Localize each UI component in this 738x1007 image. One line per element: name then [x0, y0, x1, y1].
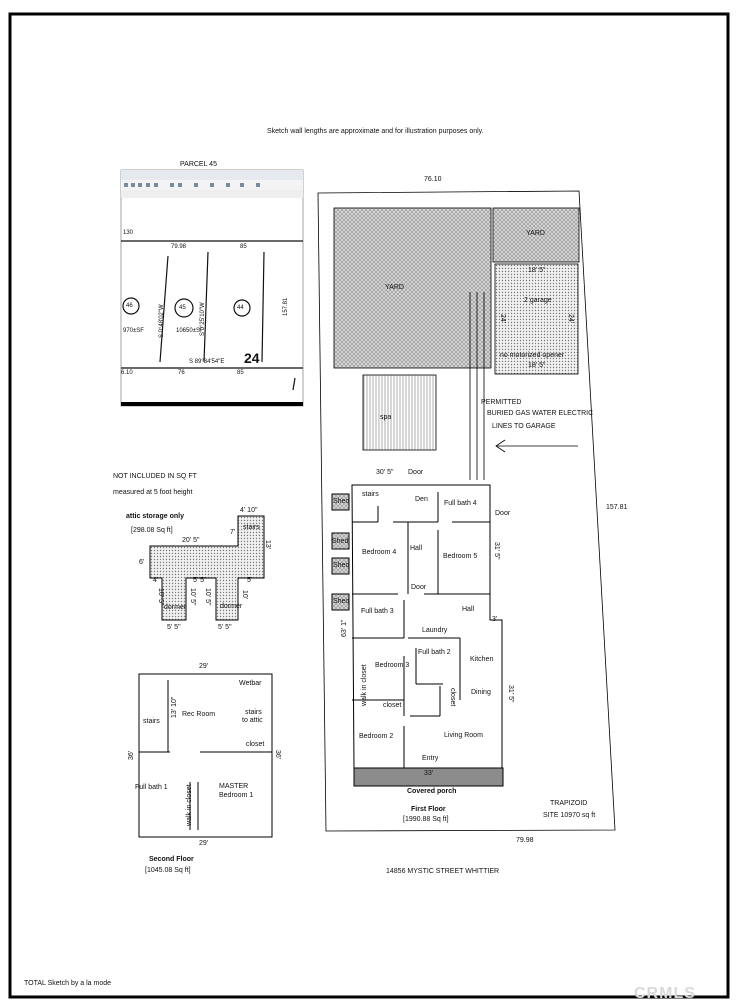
ff-closet-1: closet [383, 702, 402, 709]
site-top-dim: 76.10 [424, 176, 442, 183]
attic-dim-6: 6' [139, 559, 145, 566]
map-area-46: 970±SF [123, 328, 144, 334]
ff-walk-in-closet: walk in closet [361, 664, 368, 706]
sf-rec-room: Rec Room [182, 711, 216, 718]
buried-lines-label: BURIED GAS WATER ELECTRIC [487, 410, 594, 417]
ff-living-room: Living Room [444, 732, 483, 739]
ff-hall-2: Hall [462, 606, 475, 613]
attic-dim-5: 5' [247, 577, 253, 584]
map-area-45: 10650±SF [176, 328, 204, 334]
spa-area [363, 375, 436, 450]
shed-2-label: Shed [332, 538, 349, 545]
ff-top-dim: 30' 5" [376, 469, 394, 476]
map-lot-44: 44 [237, 305, 244, 311]
spa-label: spa [380, 414, 392, 421]
shed-1-label: Shed [333, 498, 350, 505]
attic-dim-410: 4' 10" [240, 507, 258, 514]
lines-to-garage-label: LINES TO GARAGE [492, 423, 556, 430]
attic-dim-55-a: 5' 5" [193, 577, 207, 584]
attic-dim-55-c: 5' 5" [218, 624, 232, 631]
ff-title: First Floor [411, 806, 446, 813]
garage-note: no motorized opener [500, 352, 565, 359]
main-yard-label: YARD [385, 284, 404, 291]
main-yard-area [334, 208, 491, 368]
ff-den: Den [415, 496, 428, 503]
arrow-to-garage [496, 440, 578, 452]
ff-porch-dim: 33' [424, 770, 434, 777]
ff-kitchen: Kitchen [470, 656, 494, 663]
ff-bedroom-4: Bedroom 4 [362, 549, 397, 556]
ff-area: [1990.88 Sq ft] [403, 816, 449, 823]
ff-covered-porch: Covered porch [407, 788, 457, 795]
attic-title: attic storage only [126, 513, 184, 520]
garage-right-dim: 24' [567, 314, 574, 324]
attic-dim-105-a: 10' 5" [157, 588, 164, 606]
ff-dining: Dining [471, 689, 491, 696]
map-lot-46: 46 [126, 303, 133, 309]
ff-door-mid: Door [411, 584, 427, 591]
site-right-dim: 157.81 [606, 504, 628, 511]
map-dim-130: 130 [123, 230, 134, 236]
ff-full-bath-3: Full bath 3 [361, 608, 394, 615]
sf-stairs-to-attic-2: to attic [242, 717, 263, 724]
ff-bedroom-5: Bedroom 5 [443, 553, 478, 560]
ff-door-right: Door [495, 510, 511, 517]
attic-dim-105-b: 10' 5" [189, 588, 196, 606]
ff-dim-315-b: 31' 5" [507, 685, 514, 703]
sf-walk-in-closet: walk in closet [186, 784, 193, 826]
map-dim-76: 76 [178, 370, 185, 376]
map-dim-85-top: 85 [240, 244, 247, 250]
ff-full-bath-2: Full bath 2 [418, 649, 451, 656]
ff-door-top: Door [408, 469, 424, 476]
attic-dim-55-b: 5' 5" [167, 624, 181, 631]
sheds [332, 494, 349, 610]
map-dim-610: 6.10 [121, 370, 133, 376]
attic-dim-13: 13' [264, 540, 271, 550]
ff-bedroom-2: Bedroom 2 [359, 733, 394, 740]
map-lot-45: 45 [179, 305, 186, 311]
attic-dim-7: 7' [230, 529, 236, 536]
ff-dim-3: 3' [492, 616, 498, 623]
ff-dim-631: 63' 1" [341, 619, 348, 637]
map-dim-15781: 157.81 [283, 297, 289, 316]
sf-master: MASTER [219, 783, 249, 790]
map-bearing-46-45: S 0°48'02"W [159, 304, 165, 338]
shed-4-label: Shed [333, 598, 350, 605]
sf-top-dim: 29' [199, 663, 209, 670]
garage-label: 2 garage [524, 297, 552, 304]
sf-bedroom-1: Bedroom 1 [219, 792, 254, 799]
sf-bottom-dim: 29' [199, 840, 209, 847]
map-block-number: 24 [244, 350, 260, 366]
ff-stairs: stairs [362, 491, 379, 498]
garage-left-dim: 24' [499, 314, 506, 324]
sf-closet: closet [246, 741, 265, 748]
second-floor-plan [139, 674, 272, 837]
map-dim-7998: 79.98 [171, 244, 187, 250]
sf-right-dim: 36' [274, 750, 281, 760]
map-dim-85-bottom: 85 [237, 370, 244, 376]
attic-dormer-1: dormer [164, 604, 187, 611]
sf-title: Second Floor [149, 856, 194, 863]
watermark-logo: CRMLS [634, 985, 696, 1002]
ff-dim-315-a: 31' 5" [493, 542, 500, 560]
sf-full-bath-1: Full bath 1 [135, 784, 168, 791]
attic-dim-4: 4' [153, 577, 159, 584]
ff-entry: Entry [422, 755, 439, 762]
sf-wetbar: Wetbar [239, 680, 262, 687]
attic-dormer-2: dormer [220, 603, 243, 610]
attic-measured: measured at 5 foot height [113, 489, 193, 496]
site-bottom-dim: 79.98 [516, 837, 534, 844]
attic-dim-105-d: 10' [241, 590, 248, 600]
garage-bottom-dim: 18' 5" [528, 362, 546, 369]
site-type-label: TRAPIZOID [550, 800, 588, 807]
attic-dim-105-c: 10' 5" [204, 588, 211, 606]
footer-credit: TOTAL Sketch by a la mode [24, 980, 112, 987]
sf-left-dim: 36' [128, 750, 135, 760]
disclaimer-note: Sketch wall lengths are approximate and for illustration purposes only. [267, 128, 484, 135]
permitted-label: PERMITTED [481, 399, 522, 406]
sf-stairs: stairs [143, 718, 160, 725]
small-yard-label: YARD [526, 230, 545, 237]
garage-top-dim: 18' 5" [528, 267, 546, 274]
attic-area: [298.08 Sq ft] [131, 527, 173, 534]
sf-area: [1045.08 Sq ft] [145, 867, 191, 874]
ff-bedroom-3: Bedroom 3 [375, 662, 410, 669]
attic-stairs: stairs [243, 524, 260, 531]
shed-3-label: Shed [333, 562, 350, 569]
ff-full-bath-4: Full bath 4 [444, 500, 477, 507]
sf-stairs-to-attic-1: stairs [245, 709, 262, 716]
ff-hall-1: Hall [410, 545, 423, 552]
parcel-map-image [121, 170, 303, 406]
parcel-title: PARCEL 45 [180, 161, 217, 168]
site-size-label: SITE 10970 sq ft [543, 812, 596, 819]
attic-not-included: NOT INCLUDED IN SQ FT [113, 473, 197, 480]
ff-closet-2: closet [449, 688, 456, 707]
sf-dim-1310: 13' 10" [171, 696, 178, 718]
site-address: 14856 MYSTIC STREET WHITTIER [386, 868, 500, 875]
map-bearing-45-44: S 0°25'10"W [200, 302, 206, 336]
map-bearing-bottom: S 89°34'54"E [189, 359, 225, 365]
ff-laundry: Laundry [422, 627, 448, 634]
attic-dim-205: 20' 5" [182, 537, 200, 544]
